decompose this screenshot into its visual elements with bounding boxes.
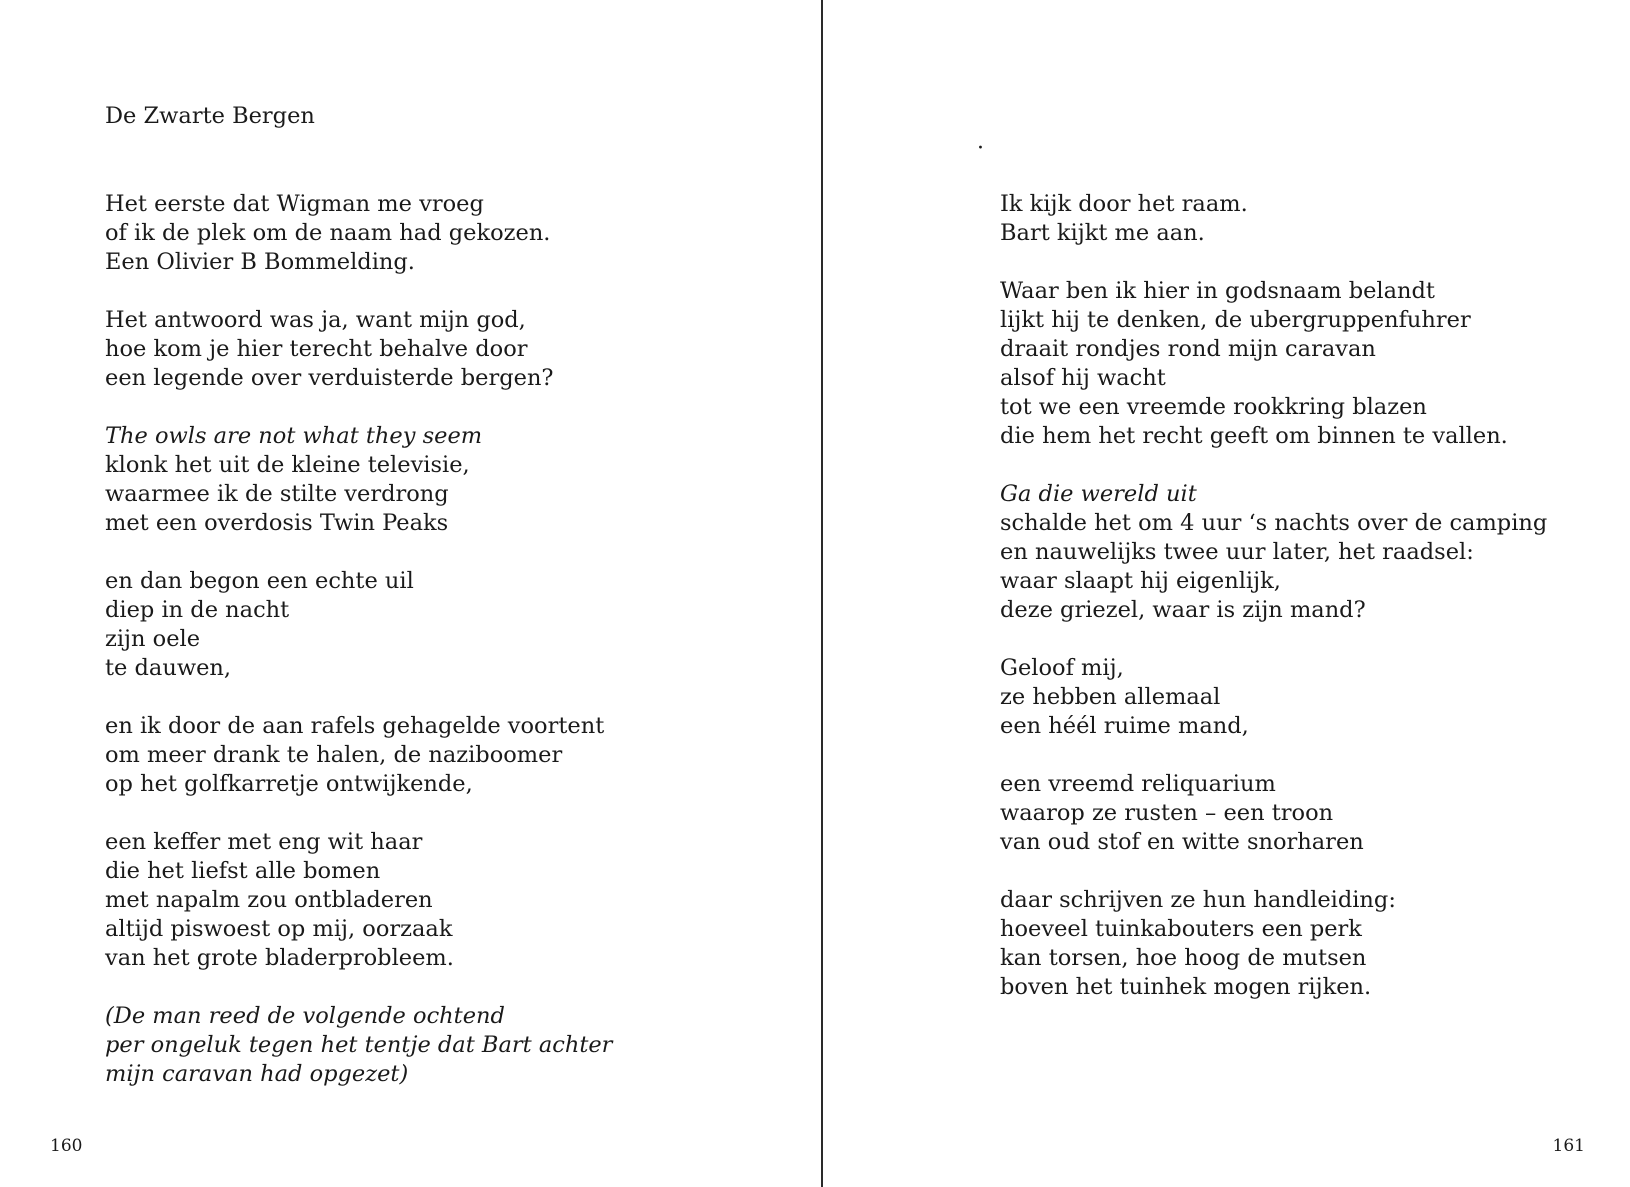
stanza-gap <box>105 538 612 567</box>
poem-line: en dan begon een echte uil <box>105 568 414 594</box>
poem-line: Het eerste dat Wigman me vroeg <box>105 191 484 217</box>
poem-line: een vreemd reliquarium <box>1000 771 1276 797</box>
poem-line: van het grote bladerprobleem. <box>105 945 454 971</box>
stanza-gap <box>105 799 612 828</box>
poem-line: hoe kom je hier terecht behalve door <box>105 336 528 362</box>
poem-line: waarop ze rusten – een troon <box>1000 800 1334 826</box>
poem-line: diep in de nacht <box>105 597 290 623</box>
poem-line: klonk het uit de kleine televisie, <box>105 452 470 478</box>
stanza-gap <box>105 973 612 1002</box>
poem-line: en nauwelijks twee uur later, het raadsel: <box>1000 539 1474 565</box>
poem-line: Waar ben ik hier in godsnaam belandt <box>1000 278 1435 304</box>
poem-line: waar slaapt hij eigenlijk, <box>1000 568 1281 594</box>
poem-line: met een overdosis Twin Peaks <box>105 510 449 536</box>
stanza-gap <box>105 277 612 306</box>
poem-line: Geloof mij, <box>1000 655 1124 681</box>
poem-line: waarmee ik de stilte verdrong <box>105 481 449 507</box>
poem-line: of ik de plek om de naam had gekozen. <box>105 220 551 246</box>
stanza-gap <box>1000 451 1547 480</box>
poem-line: zijn oele <box>105 626 201 652</box>
right-page <box>823 0 1630 1187</box>
poem-line: The owls are not what they seem <box>105 423 483 449</box>
poem-line: een keffer met eng wit haar <box>105 829 423 855</box>
page-number-left: 160 <box>50 1136 83 1156</box>
poem-line: boven het tuinhek mogen rijken. <box>1000 974 1372 1000</box>
poem-line: schalde het om 4 uur ‘s nachts over de camping <box>1000 510 1548 536</box>
poem-line: ze hebben allemaal <box>1000 684 1221 710</box>
poem-line: met napalm zou ontbladeren <box>105 887 433 913</box>
poem-line: tot we een vreemde rookkring blazen <box>1000 394 1427 420</box>
poem-line: en ik door de aan rafels gehagelde voortent <box>105 713 605 739</box>
poem-line: draait rondjes rond mijn caravan <box>1000 336 1376 362</box>
poem-line: die hem het recht geeft om binnen te vallen. <box>1000 423 1508 449</box>
poem-line: te dauwen, <box>105 655 232 681</box>
poem-line: daar schrijven ze hun handleiding: <box>1000 887 1396 913</box>
stanza-gap <box>1000 248 1547 277</box>
poem-line: Het antwoord was ja, want mijn god, <box>105 307 526 333</box>
stanza-gap <box>105 683 612 712</box>
poem-line: Ga die wereld uit <box>1000 481 1197 507</box>
poem-line: Een Olivier B Bommelding. <box>105 249 415 275</box>
poem-text-left <box>105 190 612 1089</box>
stanza-gap <box>1000 625 1547 654</box>
poem-line: altijd piswoest op mij, oorzaak <box>105 916 453 942</box>
poem-line: deze griezel, waar is zijn mand? <box>1000 597 1366 623</box>
poem-line: op het golfkarretje ontwijkende, <box>105 771 473 797</box>
poem-text-right <box>1000 190 1547 1002</box>
dot-mark: · <box>977 136 984 161</box>
poem-line: hoeveel tuinkabouters een perk <box>1000 916 1362 942</box>
poem-line: Bart kijkt me aan. <box>1000 220 1205 246</box>
stanza-gap <box>1000 857 1547 886</box>
poem-line: een legende over verduisterde bergen? <box>105 365 554 391</box>
stanza-gap <box>105 393 612 422</box>
poem-line: mijn caravan had opgezet) <box>105 1061 409 1087</box>
poem-title: De Zwarte Bergen <box>105 103 315 129</box>
page-number-right: 161 <box>1552 1136 1585 1156</box>
poem-line: (De man reed de volgende ochtend <box>105 1003 505 1029</box>
poem-line: kan torsen, hoe hoog de mutsen <box>1000 945 1367 971</box>
poem-line: om meer drank te halen, de naziboomer <box>105 742 563 768</box>
poem-line: alsof hij wacht <box>1000 365 1166 391</box>
poem-line: Ik kijk door het raam. <box>1000 191 1248 217</box>
stanza-gap <box>1000 741 1547 770</box>
poem-line: per ongeluk tegen het tentje dat Bart achter <box>105 1032 613 1058</box>
poem-line: die het liefst alle bomen <box>105 858 381 884</box>
poem-line: van oud stof en witte snorharen <box>1000 829 1364 855</box>
poem-line: een héél ruime mand, <box>1000 713 1249 739</box>
poem-line: lijkt hij te denken, de ubergruppenfuhrer <box>1000 307 1471 333</box>
